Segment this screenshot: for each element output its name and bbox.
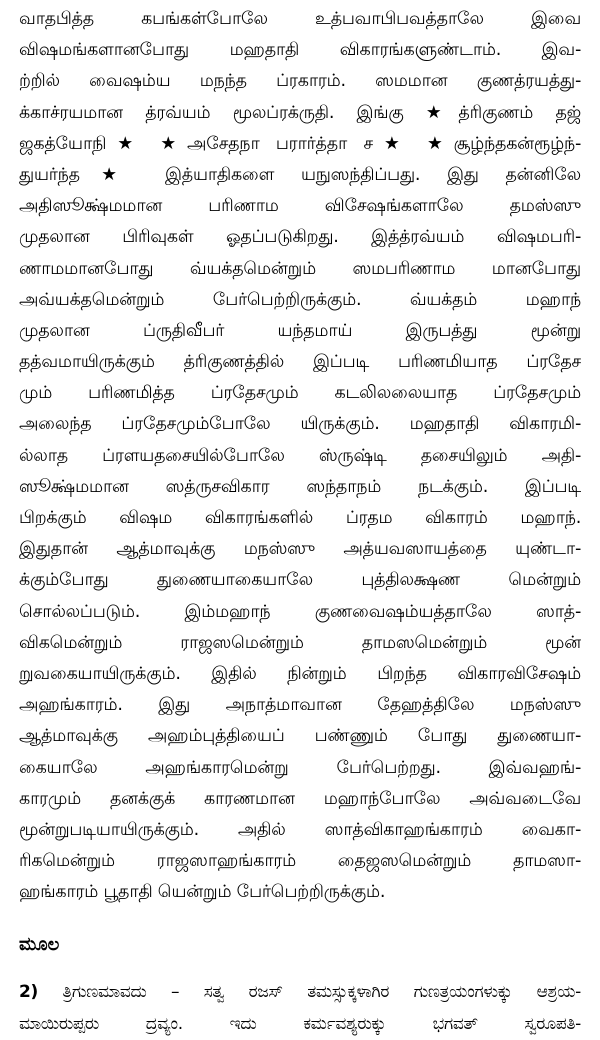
text-line: க்காச்ரயமான த்ரவ்யம் மூலப்ரக்ருதி. இங்கு ★த்ரிகுணம் தஜ் [19,102,581,123]
kannada-line-1 [19,976,581,1008]
text-line: ரிகமென்றும் ராஜஸாஹங்காரம் தைஜஸமென்றும் தாமஸா- [19,851,581,872]
text-line: துயர்ந்த★ இத்யாதிகளை யநுஸந்திப்பது. இது தன்னிலே [19,164,581,185]
tamil-commentary-paragraph [19,4,581,908]
text-line: கையாலே அஹங்காரமென்று பேர்பெற்றது. இவ்வஹங்- [19,757,581,778]
text-line: முதலான பிரிவுகள் ஓதப்படுகிறது. இத்த்ரவ்யம் விஷமபரி- [19,227,581,248]
text-line: காரமும் தனக்குக் காரணமான மஹாந்போலே அவ்வடைவே [19,788,581,809]
kannada-text: ತ್ರಿಗುಣಮಾವದು – ಸತ್ವ ರಜಸ್ ತಮಸ್ಸುಕ್ಕಳಾಗಿರ ಗುಣತ್ರಯಂಗಳುಕ್ಕು ಆಶ್ರಯ- [62,982,581,1003]
text-line: றுவகையாயிருக்கும். இதில் நின்றும் பிறந்த விகாரவிசேஷம் [19,663,581,684]
text-line: மூன்றுபடியாயிருக்கும். அதில் ஸாத்விகாஹங்காரம் வைகா- [19,819,581,840]
text-line: ஸூக்ஷ்மமான ஸத்ருசவிகார ஸந்தாநம் நடக்கும். இப்படி [19,476,581,497]
text-line: ணாமமானபோது வ்யக்தமென்றும் ஸமபரிணாம மானபோது [19,258,581,279]
section-heading-moola: ಮೂಲ [19,934,60,956]
kannada-line-2: ಮಾಯಿರುಪ್ಪರು ದ್ರವ್ಯಂ. ಇದು ಕರ್ಮವಶ್ಯರುಕ್ಕು ಭಗವತ್ ಸ್ವರೂಪತಿ- [19,1014,581,1035]
text-line: முதலான ப்ருதிவீபர் யந்தமாய் இருபத்து மூன்று [19,320,581,341]
text-line: வாதபித்த கபங்கள்போலே உத்பவாபிபவத்தாலே இவை [19,9,581,29]
text-line: மும் பரிணமித்த ப்ரதேசமும் கடலிலலையாத ப்ரதேசமும் [19,383,581,404]
text-line: க்கும்போது துணையாகையாலே புத்திலக்ஷண மென்றும் [19,570,581,591]
text-line: அவ்யக்தமென்றும் பேர்பெற்றிருக்கும். வ்யக்தம் மஹாந் [19,289,581,310]
text-line: விஷமங்களானபோது மஹதாதி விகாரங்களுண்டாம். இவ- [19,40,581,61]
text-line: ல்லாத ப்ரளயதசையில்போலே ஸ்ருஷ்டி தசையிலும் அதி- [19,445,581,466]
text-line: ஜகத்யோநி★ ★அசேதநா பரார்த்தா ச★ ★சூழ்ந்தகன்ரூழ்ந்- [19,133,581,154]
text-line: இதுதான் ஆத்மாவுக்கு மநஸ்ஸு அத்யவஸாயத்தை யுண்டா- [19,539,581,560]
text-line: பிறக்கும் விஷம விகாரங்களில் ப்ரதம விகாரம் மஹாந். [19,508,581,528]
text-line: சொல்லப்படும். இம்மஹாந் குணவைஷம்யத்தாலே ஸாத்- [19,601,581,622]
text-line: ற்றில் வைஷம்ய மநந்த ப்ரகாரம். ஸமமான குணத்ரயத்து- [19,71,581,92]
kannada-mula-paragraph [19,976,581,1040]
verse-number: 2) [19,982,38,1003]
text-line: அஹங்காரம். இது அநாத்மாவான தேஹத்திலே மநஸ்ஸு [19,695,581,716]
text-line: ஆத்மாவுக்கு அஹம்புத்தியைப் பண்ணும் போது துணையா- [19,726,581,747]
text-line-last: ஹங்காரம் பூதாதி யென்றும் பேர்பெற்றிருக்கும். [19,882,386,903]
text-line: அலைந்த ப்ரதேசமும்போலே யிருக்கும். மஹதாதி விகாரமி- [19,414,581,435]
text-line: தத்வமாயிருக்கும் த்ரிகுணத்தில் இப்படி பரிணமியாத ப்ரதேச [19,352,581,373]
text-line: விகமென்றும் ராஜஸமென்றும் தாமஸமென்றும் மூன் [19,632,581,653]
text-line: அதிஸூக்ஷ்மமான பரிணாம விசேஷங்களாலே தமஸ்ஸு [19,196,581,217]
